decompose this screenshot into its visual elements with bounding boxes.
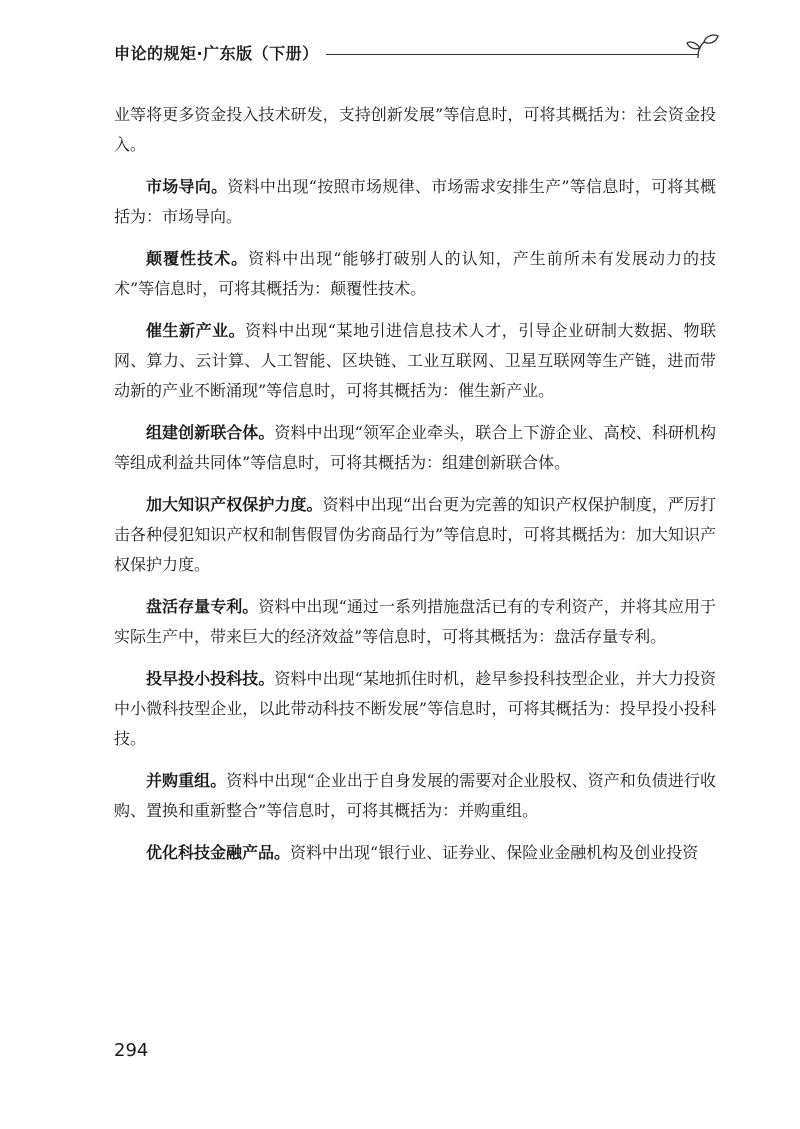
sprout-icon (686, 32, 720, 62)
entry-term: 颠覆性技术。 (146, 249, 249, 268)
entry-text: 资料中出现“某地抓住时机，趁早参投科技型企业，并大力投资中小微科技型企业，以此带动科技不断发展”等信息时，可将其概括为：投早投小投科技。 (114, 669, 716, 748)
entry-paragraph (114, 664, 716, 754)
entry-term: 盘活存量专利。 (146, 597, 259, 616)
entry-text: 资料中出现“领军企业牵头，联合上下游企业、高校、科研机构等组成利益共同体”等信息时，可将其概括为：组建创新联合体。 (114, 423, 716, 472)
entry-text: 资料中出现“企业出于自身发展的需要对企业股权、资产和负债进行收购、置换和重新整合”等信息时，可将其概括为：并购重组。 (114, 771, 716, 820)
header-rule (326, 54, 698, 55)
entry-text: 资料中出现“按照市场规律、市场需求安排生产”等信息时，可将其概括为：市场导向。 (114, 177, 716, 226)
entry-paragraph (114, 490, 716, 580)
header-title: 申论的规矩·广东版（下册） (114, 44, 319, 63)
entry-text: 资料中出现“通过一系列措施盘活已有的专利资产，并将其应用于实际生产中，带来巨大的经济效益”等信息时，可将其概括为：盘活存量专利。 (114, 597, 716, 646)
page-body (114, 100, 716, 880)
page-number: 294 (114, 1040, 149, 1061)
entry-term: 催生新产业。 (146, 321, 246, 340)
entry-text: 资料中出现“某地引进信息技术人才，引导企业研制大数据、物联网、算力、云计算、人工智能、区块链、工业互联网、卫星互联网等生产链，进而带动新的产业不断涌现”等信息时，可将其概括为：催生新产业。 (114, 321, 716, 400)
entry-text: 资料中出现“能够打破别人的认知，产生前所未有发展动力的技术”等信息时，可将其概括为：颠覆性技术。 (114, 249, 716, 298)
entry-paragraph (114, 172, 716, 232)
entry-term: 并购重组。 (146, 771, 227, 790)
entry-paragraph (114, 838, 716, 868)
running-header (114, 38, 714, 64)
entry-paragraph (114, 592, 716, 652)
entry-term: 优化科技金融产品。 (146, 843, 291, 862)
entry-term: 投早投小投科技。 (146, 669, 275, 688)
entry-paragraph (114, 418, 716, 478)
entry-term: 加大知识产权保护力度。 (146, 495, 323, 514)
entry-text: 资料中出现“银行业、证券业、保险业金融机构及创业投资 (290, 843, 699, 862)
opening-paragraph: 业等将更多资金投入技术研发，支持创新发展”等信息时，可将其概括为：社会资金投入。 (114, 105, 716, 154)
entry-term: 组建创新联合体。 (146, 423, 275, 442)
entry-text: 资料中出现“出台更为完善的知识产权保护制度，严厉打击各种侵犯知识产权和制售假冒伪劣商品行为”等信息时，可将其概括为：加大知识产权保护力度。 (114, 495, 716, 574)
entry-paragraph (114, 316, 716, 406)
entry-paragraph (114, 766, 716, 826)
entry-paragraph (114, 244, 716, 304)
entry-term: 市场导向。 (146, 177, 228, 196)
